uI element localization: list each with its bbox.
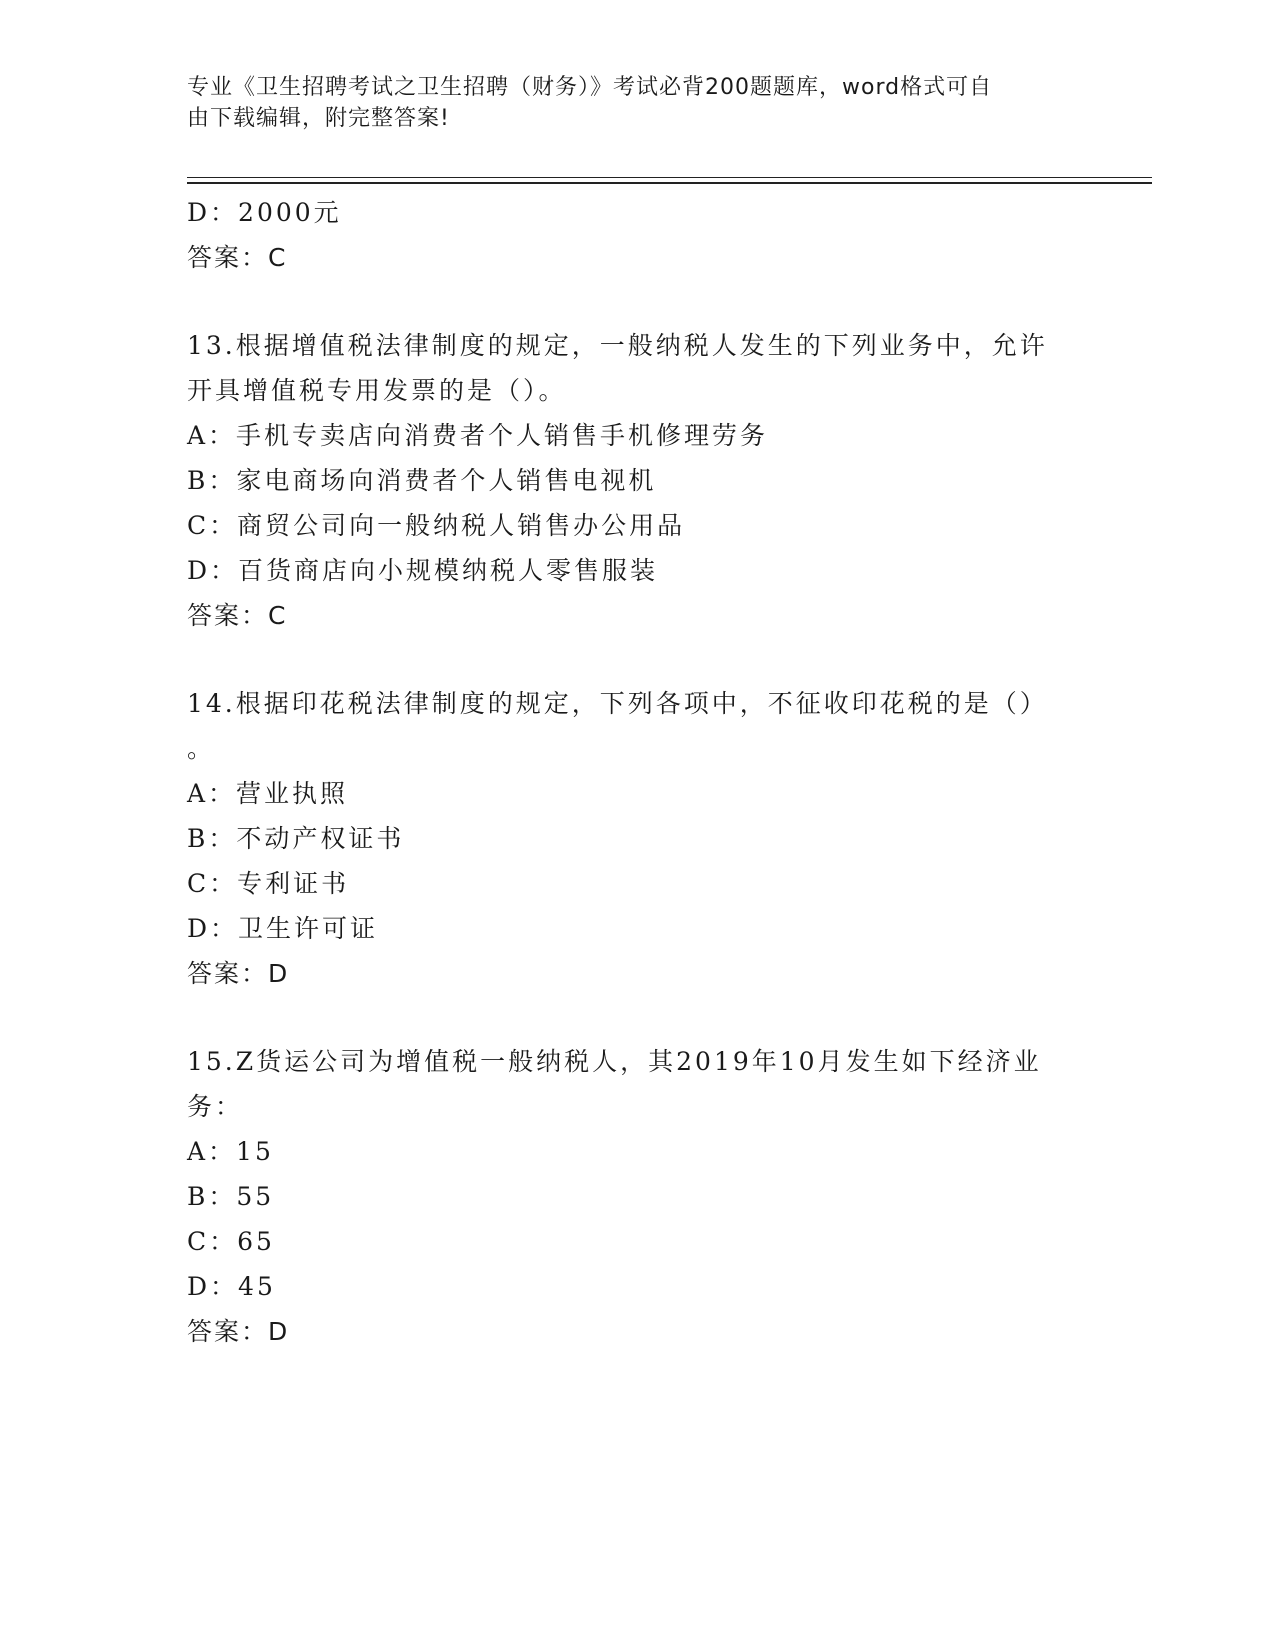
question-text-line: 。	[187, 734, 216, 763]
question-15	[187, 1039, 1087, 1354]
answer-line: 答案：D	[187, 1317, 290, 1346]
question-text-line: 13.根据增值税法律制度的规定，一般纳税人发生的下列业务中，允许	[187, 331, 1048, 360]
header-divider-thick	[187, 182, 1152, 184]
previous-question-tail	[187, 190, 1087, 280]
option-c: C：65	[187, 1227, 275, 1256]
answer-line: 答案：C	[187, 243, 288, 272]
question-14	[187, 681, 1087, 996]
header-line-2: 由下载编辑，附完整答案!	[187, 106, 450, 131]
question-content	[187, 190, 1087, 1354]
question-text-line: 务：	[187, 1092, 244, 1121]
question-text-line: 开具增值税专用发票的是（）。	[187, 376, 567, 405]
question-text-line: 14.根据印花税法律制度的规定，下列各项中，不征收印花税的是（）	[187, 689, 1048, 718]
option-c: C：专利证书	[187, 869, 350, 898]
option-b: B：家电商场向消费者个人销售电视机	[187, 466, 657, 495]
option-a: A：手机专卖店向消费者个人销售手机修理劳务	[187, 421, 769, 450]
question-13	[187, 323, 1087, 638]
answer-line: 答案：D	[187, 959, 290, 988]
option-d: D：卫生许可证	[187, 914, 379, 943]
option-b: B：不动产权证书	[187, 824, 405, 853]
option-d: D：45	[187, 1272, 276, 1301]
option-a: A：15	[187, 1137, 274, 1166]
option-b: B：55	[187, 1182, 275, 1211]
document-header	[187, 72, 1067, 134]
option-a: A：营业执照	[187, 779, 349, 808]
header-line-1: 专业《卫生招聘考试之卫生招聘（财务）》考试必背200题题库，word格式可自	[187, 75, 993, 100]
option-d: D：2000元	[187, 198, 342, 227]
option-d: D：百货商店向小规模纳税人零售服装	[187, 556, 659, 585]
answer-line: 答案：C	[187, 601, 288, 630]
header-divider-thin	[187, 177, 1152, 178]
option-c: C：商贸公司向一般纳税人销售办公用品	[187, 511, 686, 540]
question-text-line: 15.Z货运公司为增值税一般纳税人，其2019年10月发生如下经济业	[187, 1047, 1042, 1076]
